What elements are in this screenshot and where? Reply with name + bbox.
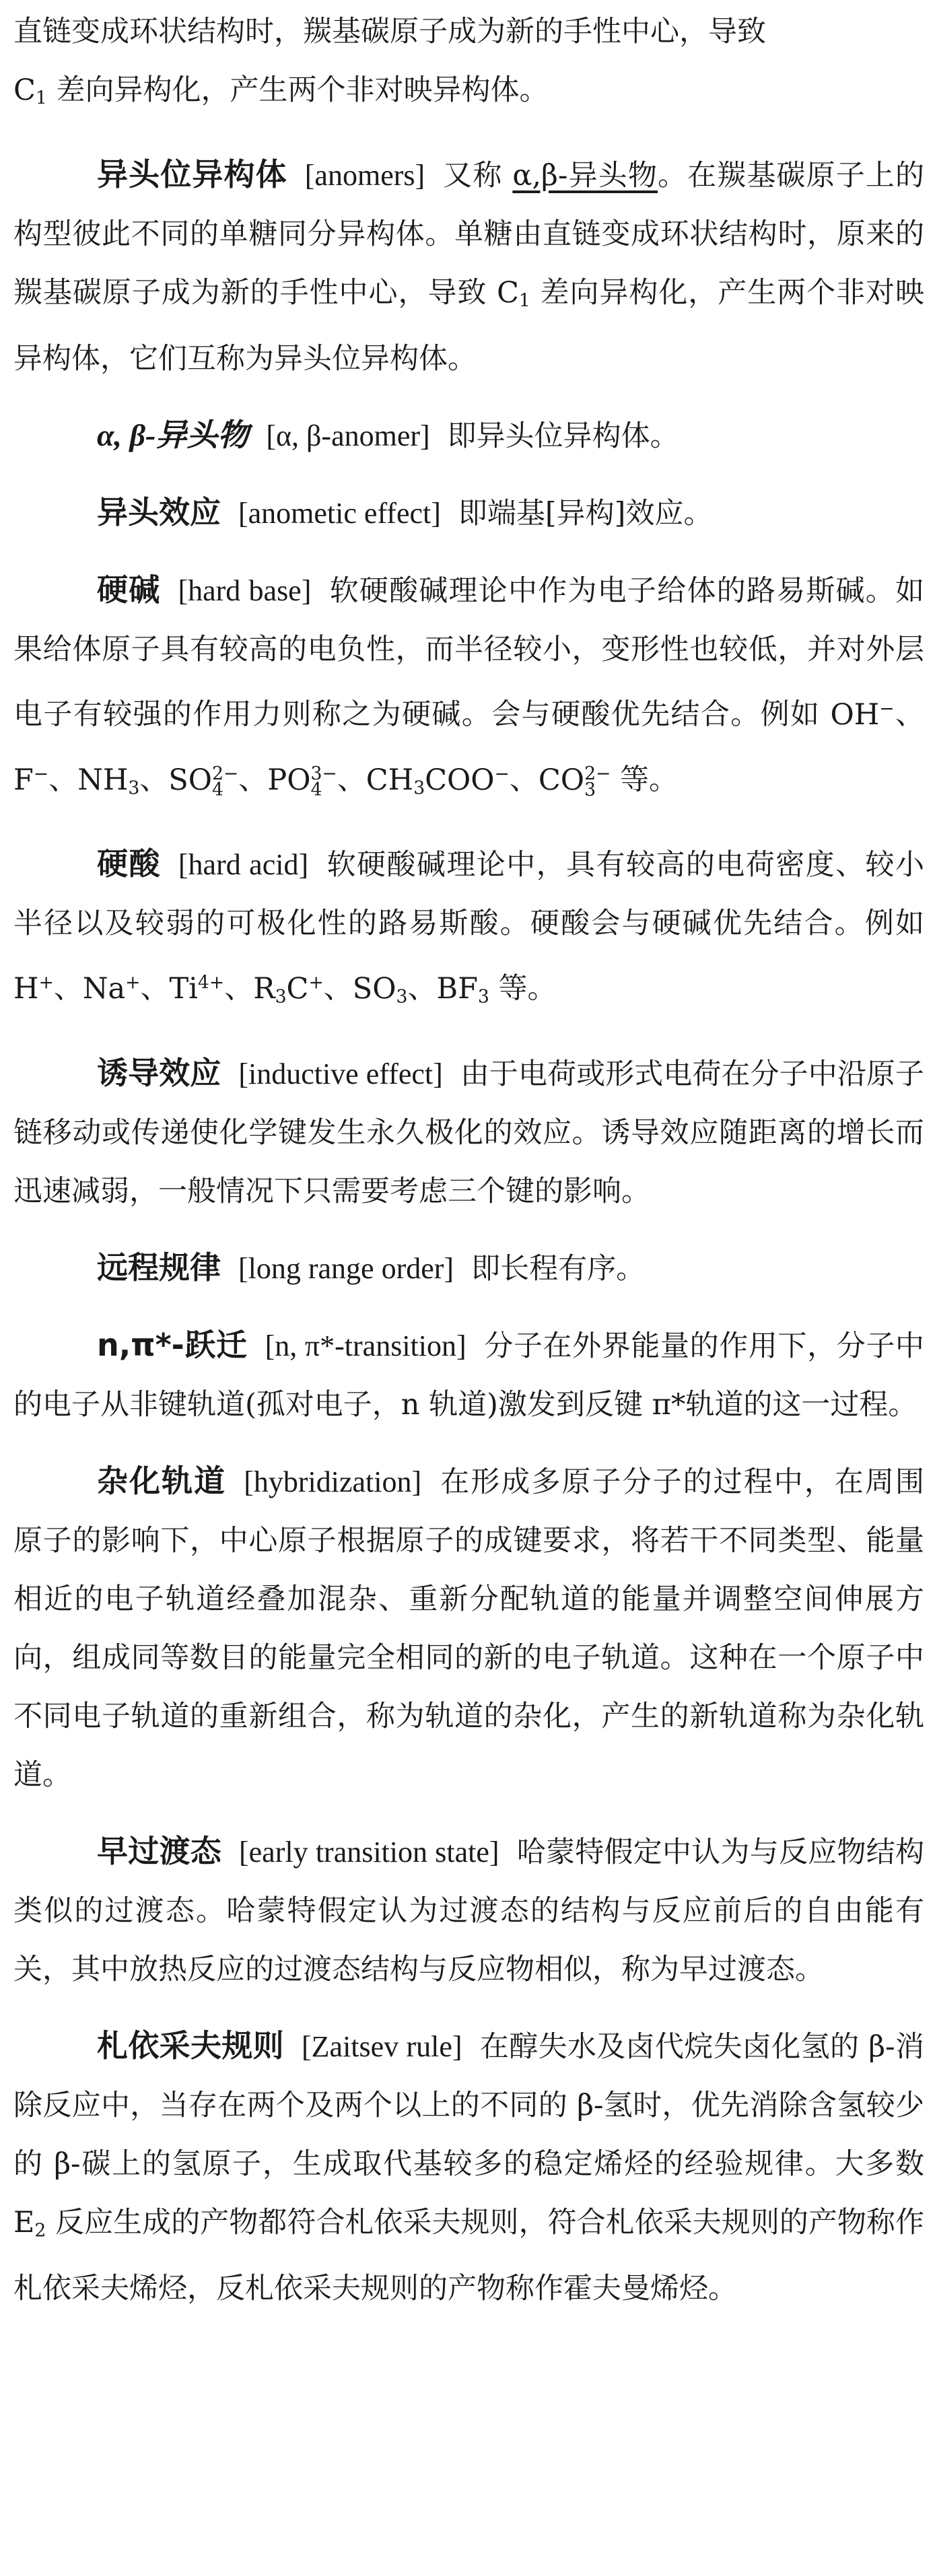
term-en: [hard acid] — [178, 848, 309, 882]
definition-text: 哈蒙特假定中认为与反应物结构类似的过渡态。哈蒙特假定认为过渡态的结构与反应前后的自由能有关，其中放热反应的过渡态结构与反应物相似，称为早过渡态。 — [13, 1835, 925, 1986]
formula-po4 — [267, 763, 337, 800]
term-en: [n, π*-transition] — [265, 1329, 466, 1362]
entry-hard-base — [13, 561, 924, 817]
formula-text: NH — [77, 763, 129, 797]
definition-tail: 等。 — [611, 763, 679, 797]
intro-c1-sub: 1 — [35, 88, 47, 109]
superscript: − — [494, 763, 510, 784]
superscript: − — [879, 698, 895, 720]
formula-text: SO — [168, 763, 212, 797]
term-en: [Zaitsev rule] — [302, 2029, 462, 2063]
formula-so4 — [168, 763, 239, 800]
term-en: [α, β-anomer] — [266, 419, 430, 453]
formula-na — [83, 972, 141, 1006]
separator: 、 — [238, 763, 268, 797]
term-zh: 杂化轨道 — [97, 1462, 227, 1499]
formula-text: CH — [366, 763, 414, 797]
definition-text: 。在羰基碳原子上的构型彼此不同的单糖同分异构体。单糖由直链变成环状结构时，原来的羰基碳原子成为新的手性中心，导致 C — [13, 158, 925, 310]
formula-h — [13, 972, 54, 1006]
formula-ti — [169, 972, 224, 1006]
entry-anometic-effect — [13, 483, 924, 543]
formula-text: CO — [538, 763, 585, 797]
superscript: + — [38, 972, 54, 994]
intro-c1: C — [13, 73, 36, 107]
term-en: [hybridization] — [244, 1465, 422, 1498]
formula-text: R — [253, 971, 275, 1006]
subscript: 3 — [275, 986, 287, 1008]
definition-text: 分子在外界能量的作用下，分子中的电子从非键轨道(孤对电子，n 轨道)激发到反键 π*轨道的这一过程。 — [13, 1329, 925, 1422]
separator: 、 — [323, 971, 353, 1006]
definition-text: 即异头位异构体。 — [447, 419, 679, 454]
subscript: 4 — [212, 779, 223, 800]
formula-text: OH — [830, 697, 880, 732]
subscript: 3 — [584, 779, 596, 800]
definition-tail: 等。 — [489, 971, 557, 1006]
sup-sub-pair — [584, 763, 611, 800]
formula-text: PO — [267, 763, 311, 797]
superscript: 4+ — [197, 972, 225, 994]
intro-line2: 差向异构化，产生两个非对映异构体。 — [46, 73, 549, 107]
entry-hard-acid — [13, 835, 924, 1026]
formula-co3 — [538, 763, 611, 800]
entry-anomers — [13, 145, 924, 389]
definition-text-2: 差向异构化，产生两个非对映异构体，它们互称为异头位异构体。 — [13, 275, 924, 376]
definition-text: 即端基[异构]效应。 — [458, 497, 713, 531]
definition-text: 由于电荷或形式电荷在分子中沿原子链移动或传递使化学键发生永久极化的效应。诱导效应随距离的增长而迅速减弱，一般情况下只需要考虑三个键的影响。 — [13, 1057, 924, 1208]
formula-oh — [831, 698, 895, 732]
entry-inductive-effect — [13, 1044, 924, 1221]
formula-acetate — [366, 763, 510, 797]
definition-text: 在醇失水及卤代烷失卤化氢的 β-消除反应中，当存在两个及两个以上的不同的 β-氢时，优先消除含氢较少的 β-碳上的氢原子，生成取代基较多的稳定烯烃的经验规律。大多数 E — [13, 2029, 925, 2239]
subscript: 3 — [477, 986, 489, 1008]
formula-text: COO — [425, 763, 495, 797]
subscript: 2 — [34, 2220, 46, 2241]
subscript: 3 — [128, 777, 140, 799]
sup-sub-pair — [212, 763, 239, 800]
formula-text: F — [13, 763, 34, 797]
entry-alpha-beta-anomer — [13, 406, 924, 466]
entry-long-range-order — [13, 1239, 924, 1298]
separator: 、 — [509, 763, 539, 797]
subscript: 3 — [396, 986, 408, 1008]
formula-f — [13, 763, 48, 797]
formula-text: H — [13, 971, 39, 1006]
formula-text: BF — [436, 971, 478, 1006]
term-zh: 诱导效应 — [97, 1054, 221, 1091]
superscript: 2− — [212, 763, 239, 784]
definition-text: 即长程有序。 — [471, 1251, 646, 1286]
formula-text: Na — [82, 971, 126, 1006]
formula-r3c — [253, 972, 324, 1006]
formula-so3 — [353, 972, 408, 1006]
definition-text-2: 反应生成的产物都符合札依采夫规则，符合札依采夫规则的产物称作札依采夫烯烃，反札依采夫规则的产物称作霍夫曼烯烃。 — [13, 2205, 924, 2306]
separator: 、 — [139, 763, 169, 797]
entry-early-transition-state — [13, 1822, 924, 1999]
superscript: − — [33, 763, 49, 784]
separator: 、 — [337, 763, 366, 797]
cross-reference-link[interactable]: α,β-异头物 — [512, 158, 658, 193]
term-zh: 远程规律 — [97, 1249, 221, 1286]
definition-text: 软硬酸碱理论中，具有较高的电荷密度、较小半径以及较弱的可极化性的路易斯酸。硬酸会与硬碱优先结合。例如 — [13, 848, 924, 941]
subscript: 3 — [413, 777, 425, 799]
separator: 、 — [140, 971, 170, 1006]
formula-text: Ti — [169, 971, 198, 1006]
formula-text: C — [286, 971, 309, 1006]
term-en: [hard base] — [178, 574, 312, 608]
sup-sub-pair — [310, 763, 337, 800]
term-zh: 硬酸 — [97, 845, 161, 882]
term-en: [early transition state] — [238, 1835, 499, 1869]
definition-text: 软硬酸碱理论中作为电子给体的路易斯碱。如果给体原子具有较高的电负性，而半径较小，变形性也较低，并对外层电子有较强的作用力则称之为硬碱。会与硬酸优先结合。例如 — [13, 574, 925, 732]
intro-paragraph — [13, 0, 924, 128]
superscript: + — [308, 972, 324, 994]
subscript: 1 — [518, 290, 530, 312]
term-zh: n,π*-跃迁 — [97, 1326, 248, 1363]
separator: 、 — [53, 971, 83, 1006]
superscript: + — [125, 972, 141, 994]
formula-nh3 — [77, 763, 139, 797]
term-en: [long range order] — [238, 1251, 454, 1285]
term-zh: 早过渡态 — [97, 1832, 221, 1869]
term-zh: 异头效应 — [97, 494, 221, 531]
entry-hybridization — [13, 1452, 924, 1805]
term-en: [anomers] — [304, 158, 425, 192]
separator: 、 — [894, 697, 924, 732]
intro-line1: 直链变成环状结构时，羰基碳原子成为新的手性中心，导致 — [13, 15, 766, 48]
separator: 、 — [224, 971, 254, 1006]
subscript: 4 — [310, 779, 322, 800]
definition-text: 在形成多原子分子的过程中，在周围原子的影响下，中心原子根据原子的成键要求，将若干不同类型、能量相近的电子轨道经叠加混杂、重新分配轨道的能量并调整空间伸展方向，组成同等数目的能量完全相同的新的电子轨道。这种在一个原子中不同电子轨道的重新组合，称为轨道的杂化，产生的新轨道称为杂化轨道。 — [13, 1465, 925, 1792]
term-zh: 异头位异构体 — [97, 155, 287, 193]
formula-bf3 — [436, 972, 489, 1006]
entry-zaitsev-rule — [13, 2017, 924, 2319]
definition-lead: 又称 — [442, 158, 513, 193]
formula-text: SO — [352, 971, 396, 1006]
separator: 、 — [407, 971, 437, 1006]
term-en: [anometic effect] — [238, 497, 441, 530]
separator: 、 — [48, 763, 78, 797]
entry-n-pi-transition — [13, 1316, 924, 1434]
term-zh: 札依采夫规则 — [97, 2027, 285, 2064]
term-zh: α, β-异头物 — [97, 418, 249, 453]
superscript: 2− — [584, 763, 611, 784]
term-en: [inductive effect] — [238, 1057, 443, 1090]
superscript: 3− — [310, 763, 337, 784]
term-zh: 硬碱 — [97, 571, 161, 608]
